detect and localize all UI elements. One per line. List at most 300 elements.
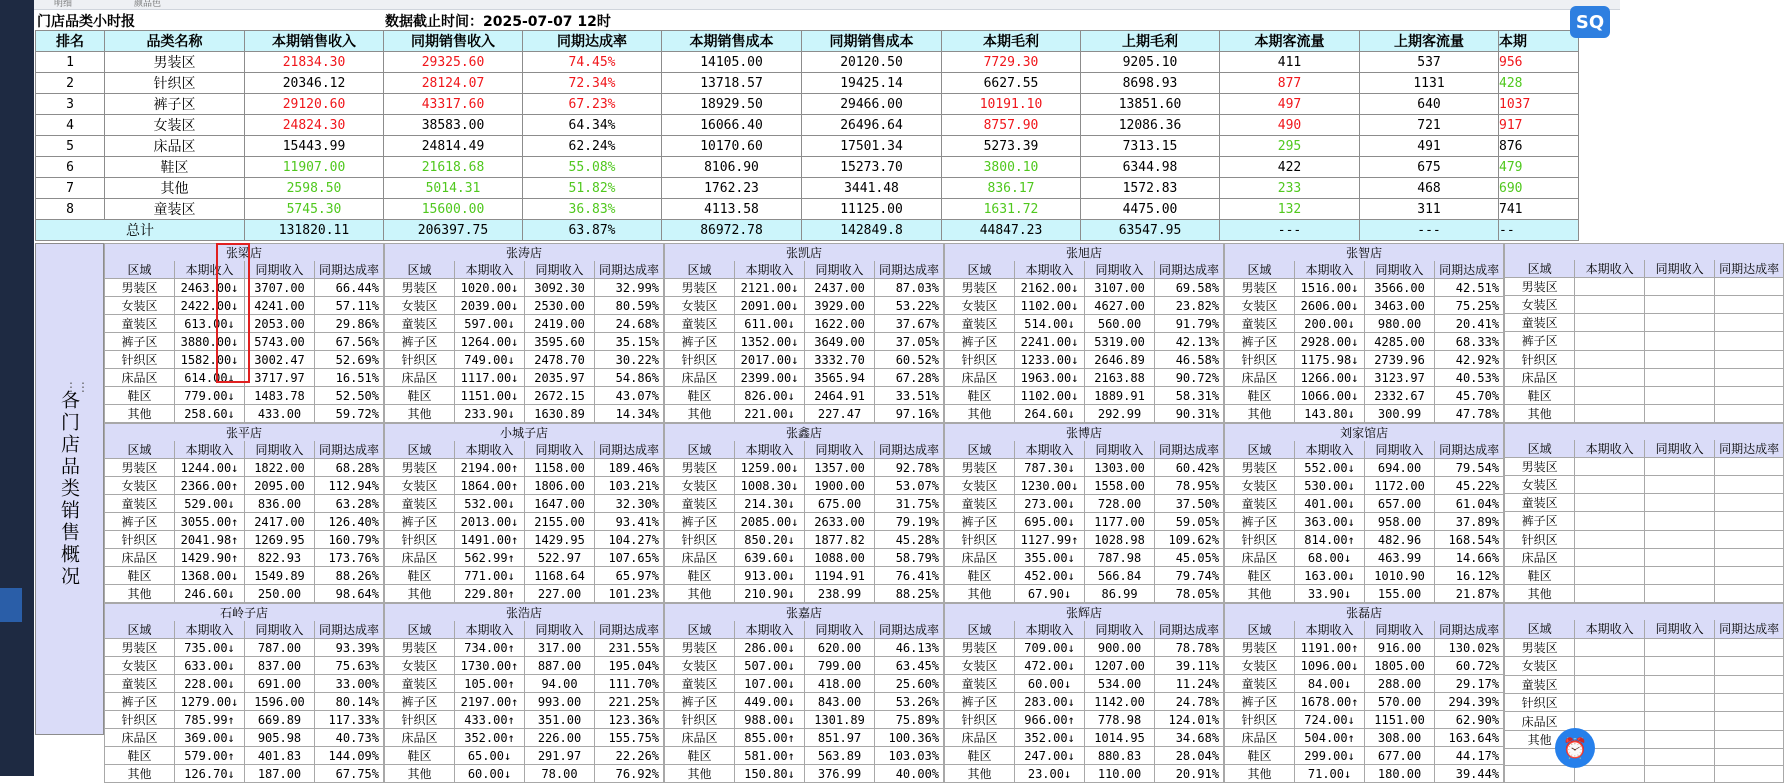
store-prev-income: 3002.47 (245, 351, 315, 369)
store-row[interactable] (1225, 387, 1504, 405)
store-rate: 68.33% (1435, 333, 1504, 351)
store-prev-income (1645, 368, 1715, 386)
summary-cell-prev: 24814.49 (384, 136, 523, 157)
store-row[interactable] (665, 513, 944, 531)
summary-cell-pcost: 19425.14 (802, 73, 942, 94)
store-row[interactable] (1225, 567, 1504, 585)
store-row[interactable] (105, 477, 384, 495)
store-section-label-text: 各门店品类销售概况 (58, 390, 80, 588)
store-row[interactable] (1225, 657, 1504, 675)
store-row[interactable] (105, 333, 384, 351)
store-zone: 床品区 (945, 549, 1015, 567)
store-row[interactable] (1505, 404, 1784, 422)
store-col-header: 本期收入 (1575, 260, 1645, 278)
store-row[interactable] (665, 765, 944, 783)
store-row[interactable] (945, 297, 1224, 315)
store-row[interactable] (1225, 549, 1504, 567)
summary-cell-pflow: 491 (1360, 136, 1499, 157)
summary-cell-gp: 6627.55 (942, 73, 1081, 94)
store-row[interactable] (1225, 711, 1504, 729)
store-col-header: 同期达成率 (1435, 441, 1504, 459)
store-row[interactable] (665, 531, 944, 549)
store-row[interactable] (945, 333, 1224, 351)
store-prev-income: 675.00 (805, 495, 875, 513)
store-row[interactable] (105, 351, 384, 369)
store-zone: 针织区 (945, 711, 1015, 729)
store-row[interactable] (665, 567, 944, 585)
store-block (1504, 243, 1784, 423)
store-prev-income: 1596.00 (245, 693, 315, 711)
store-row[interactable] (1225, 351, 1504, 369)
store-row[interactable] (1225, 477, 1504, 495)
store-row[interactable] (665, 315, 944, 333)
store-zone: 鞋区 (385, 387, 455, 405)
store-prev-income: 463.99 (1365, 549, 1435, 567)
store-row[interactable] (385, 495, 664, 513)
store-row[interactable] (1505, 766, 1784, 783)
store-zone: 女装区 (945, 297, 1015, 315)
store-row[interactable] (665, 279, 944, 297)
store-row[interactable] (945, 639, 1224, 657)
store-row[interactable] (385, 711, 664, 729)
store-prev-income: 401.83 (245, 747, 315, 765)
summary-cell-rate: 36.83% (523, 199, 662, 220)
summary-cell-extra: 1037 (1499, 94, 1579, 115)
store-row[interactable] (945, 531, 1224, 549)
store-col-header: 同期收入 (805, 261, 875, 279)
store-row[interactable] (105, 495, 384, 513)
store-row[interactable] (105, 531, 384, 549)
store-col-header: 本期收入 (455, 261, 525, 279)
store-rate: 163.64% (1435, 729, 1504, 747)
summary-row[interactable] (36, 115, 1579, 136)
tab-color[interactable]: 颜品色 (134, 0, 162, 9)
store-section-label (35, 243, 104, 735)
store-prev-income (1645, 530, 1715, 548)
store-row[interactable] (1505, 675, 1784, 693)
store-col-header: 同期达成率 (875, 441, 944, 459)
store-row[interactable] (1505, 368, 1784, 386)
store-row[interactable] (385, 765, 664, 783)
store-row[interactable] (105, 549, 384, 567)
store-row[interactable] (1225, 639, 1504, 657)
store-block (104, 423, 384, 603)
store-cur-income: 2241.00↓ (1015, 333, 1085, 351)
store-cur-income: 826.00↓ (735, 387, 805, 405)
store-row[interactable] (945, 675, 1224, 693)
store-row[interactable] (665, 333, 944, 351)
store-row[interactable] (945, 693, 1224, 711)
store-row[interactable] (945, 315, 1224, 333)
store-block (1224, 603, 1504, 783)
store-prev-income: 250.00 (245, 585, 315, 603)
store-row[interactable] (1505, 512, 1784, 530)
store-row[interactable] (1225, 315, 1504, 333)
store-rate: 32.30% (595, 495, 664, 513)
store-row[interactable] (1225, 369, 1504, 387)
store-row[interactable] (665, 675, 944, 693)
store-cur-income: 369.00↓ (175, 729, 245, 747)
store-rate: 79.19% (875, 513, 944, 531)
store-zone: 床品区 (1505, 712, 1575, 730)
summary-cell-cur: 20346.12 (245, 73, 384, 94)
summary-row[interactable] (36, 199, 1579, 220)
store-row[interactable] (945, 279, 1224, 297)
store-row[interactable] (385, 513, 664, 531)
store-row[interactable] (665, 459, 944, 477)
store-row[interactable] (385, 297, 664, 315)
store-row[interactable] (1505, 350, 1784, 368)
store-rate: 16.12% (1435, 567, 1504, 585)
store-row[interactable] (1225, 333, 1504, 351)
float-action-icon[interactable]: ⏰ (1555, 728, 1595, 768)
store-row[interactable] (105, 657, 384, 675)
store-prev-income: 1647.00 (525, 495, 595, 513)
store-row[interactable] (945, 549, 1224, 567)
store-row[interactable] (945, 729, 1224, 747)
store-prev-income: 3332.70 (805, 351, 875, 369)
store-row[interactable] (1505, 476, 1784, 494)
summary-cell-rate: 64.34% (523, 115, 662, 136)
store-col-header: 本期收入 (735, 441, 805, 459)
summary-cell-rank: 4 (36, 115, 105, 136)
store-row[interactable] (105, 747, 384, 765)
store-row[interactable] (1225, 279, 1504, 297)
summary-cell-pcost: 11125.00 (802, 199, 942, 220)
store-cur-income: 1102.00↓ (1015, 387, 1085, 405)
store-row[interactable] (385, 657, 664, 675)
store-row[interactable] (1225, 495, 1504, 513)
store-rate: 20.91% (1155, 765, 1224, 783)
store-zone: 裤子区 (385, 513, 455, 531)
store-zone: 其他 (945, 585, 1015, 603)
summary-cell-flow: 497 (1220, 94, 1360, 115)
store-row[interactable] (665, 549, 944, 567)
store-prev-income: 2417.00 (245, 513, 315, 531)
summary-total-pgp: 63547.95 (1081, 220, 1220, 241)
store-row[interactable] (105, 279, 384, 297)
store-row[interactable] (105, 729, 384, 747)
store-prev-income: 522.97 (525, 549, 595, 567)
store-cur-income: 1491.00↑ (455, 531, 525, 549)
summary-cell-extra: 741 (1499, 199, 1579, 220)
summary-cell-pgp: 7313.15 (1081, 136, 1220, 157)
summary-total-pcost: 142849.8 (802, 220, 942, 241)
store-row[interactable] (105, 765, 384, 783)
store-row[interactable] (945, 765, 1224, 783)
store-row[interactable] (945, 567, 1224, 585)
summary-cell-pflow: 311 (1360, 199, 1499, 220)
store-zone: 针织区 (1505, 350, 1575, 368)
store-rate: 67.56% (315, 333, 384, 351)
store-row[interactable] (665, 729, 944, 747)
store-row[interactable] (665, 747, 944, 765)
store-zone: 女装区 (385, 477, 455, 495)
store-cur-income (1575, 694, 1645, 712)
store-row[interactable] (1505, 458, 1784, 476)
store-cur-income (1575, 530, 1645, 548)
store-row[interactable] (385, 333, 664, 351)
store-row[interactable] (385, 405, 664, 423)
store-name: 刘家馆店 (1225, 424, 1504, 442)
store-row[interactable] (945, 369, 1224, 387)
store-row[interactable] (1505, 566, 1784, 584)
store-zone: 裤子区 (1225, 693, 1295, 711)
tab-detail[interactable]: 明细 (54, 0, 73, 9)
store-cur-income: 988.00↓ (735, 711, 805, 729)
store-rate: 37.89% (1435, 513, 1504, 531)
store-rate: 37.50% (1155, 495, 1224, 513)
drag-handle-icon[interactable]: ⋮⋮ (65, 380, 89, 394)
store-row[interactable] (945, 585, 1224, 603)
store-row[interactable] (665, 639, 944, 657)
store-cur-income: 200.00↓ (1295, 315, 1365, 333)
store-rate: 42.13% (1155, 333, 1224, 351)
store-prev-income: 86.99 (1085, 585, 1155, 603)
store-prev-income: 4285.00 (1365, 333, 1435, 351)
store-row[interactable] (105, 459, 384, 477)
store-row[interactable] (1505, 314, 1784, 332)
store-name: 张浩店 (385, 604, 664, 622)
store-band (104, 423, 1784, 603)
store-row[interactable] (1225, 297, 1504, 315)
store-zone: 男装区 (945, 639, 1015, 657)
store-row[interactable] (945, 477, 1224, 495)
store-row[interactable] (105, 711, 384, 729)
store-rate: 103.03% (875, 747, 944, 765)
store-prev-income: 836.00 (245, 495, 315, 513)
store-rate: 90.72% (1155, 369, 1224, 387)
store-zone: 其他 (1225, 765, 1295, 783)
store-row[interactable] (385, 693, 664, 711)
store-row[interactable] (105, 513, 384, 531)
store-row[interactable] (945, 657, 1224, 675)
store-prev-income (1645, 675, 1715, 693)
nav-active-indicator[interactable] (0, 588, 22, 622)
store-row[interactable] (665, 351, 944, 369)
store-row[interactable] (665, 711, 944, 729)
store-name: 张嘉店 (665, 604, 944, 622)
store-row[interactable] (1505, 657, 1784, 675)
store-row[interactable] (945, 387, 1224, 405)
summary-row[interactable] (36, 73, 1579, 94)
store-row[interactable] (105, 675, 384, 693)
store-prev-income: 778.98 (1085, 711, 1155, 729)
store-prev-income: 4241.00 (245, 297, 315, 315)
store-prev-income: 3707.00 (245, 279, 315, 297)
store-row[interactable] (385, 477, 664, 495)
store-row[interactable] (665, 297, 944, 315)
store-col-header: 同期收入 (1085, 261, 1155, 279)
store-cur-income (1575, 548, 1645, 566)
store-row[interactable] (1225, 765, 1504, 783)
store-row[interactable] (945, 747, 1224, 765)
store-col-header: 区域 (105, 621, 175, 639)
store-row[interactable] (1225, 693, 1504, 711)
store-prev-income: 570.00 (1365, 693, 1435, 711)
store-rate (1715, 296, 1784, 314)
store-cur-income: 1151.00↓ (455, 387, 525, 405)
store-row[interactable] (1505, 530, 1784, 548)
store-row[interactable] (665, 585, 944, 603)
store-row[interactable] (385, 747, 664, 765)
summary-cell-name: 鞋区 (105, 157, 245, 178)
store-row[interactable] (385, 567, 664, 585)
store-cur-income (1575, 458, 1645, 476)
store-row[interactable] (385, 675, 664, 693)
store-cur-income: 2366.00↑ (175, 477, 245, 495)
store-row[interactable] (105, 297, 384, 315)
store-row[interactable] (1505, 332, 1784, 350)
store-row[interactable] (1505, 712, 1784, 730)
store-row[interactable] (105, 369, 384, 387)
store-row[interactable] (385, 531, 664, 549)
store-zone: 鞋区 (105, 567, 175, 585)
store-name (1505, 244, 1784, 260)
store-row[interactable] (105, 387, 384, 405)
store-cur-income: 1102.00↓ (1015, 297, 1085, 315)
store-row[interactable] (1225, 513, 1504, 531)
summary-row[interactable] (36, 157, 1579, 178)
store-row[interactable] (385, 351, 664, 369)
store-row[interactable] (1505, 638, 1784, 656)
store-cur-income: 1117.00↓ (455, 369, 525, 387)
store-row[interactable] (665, 369, 944, 387)
store-cur-income: 850.20↓ (735, 531, 805, 549)
store-zone: 裤子区 (665, 513, 735, 531)
store-col-header: 同期收入 (1365, 621, 1435, 639)
store-row[interactable] (665, 477, 944, 495)
store-row[interactable] (105, 585, 384, 603)
summary-cell-pflow: 537 (1360, 52, 1499, 73)
store-row[interactable] (1225, 585, 1504, 603)
store-rate (1715, 584, 1784, 602)
store-rate: 35.15% (595, 333, 664, 351)
store-row[interactable] (945, 351, 1224, 369)
store-zone: 床品区 (945, 729, 1015, 747)
summary-cell-cur: 15443.99 (245, 136, 384, 157)
store-prev-income: 227.00 (525, 585, 595, 603)
store-row[interactable] (105, 639, 384, 657)
store-row[interactable] (665, 657, 944, 675)
store-name: 张旭店 (945, 244, 1224, 262)
store-row[interactable] (105, 315, 384, 333)
store-cur-income: 514.00↓ (1015, 315, 1085, 333)
store-row[interactable] (1225, 675, 1504, 693)
store-row[interactable] (385, 585, 664, 603)
store-row[interactable] (385, 315, 664, 333)
summary-cell-pgp: 8698.93 (1081, 73, 1220, 94)
store-row[interactable] (385, 639, 664, 657)
store-row[interactable] (105, 405, 384, 423)
store-zone: 童装区 (1225, 495, 1295, 513)
store-row[interactable] (385, 459, 664, 477)
store-prev-income: 677.00 (1365, 747, 1435, 765)
store-row[interactable] (665, 387, 944, 405)
store-row[interactable] (385, 549, 664, 567)
summary-row[interactable] (36, 52, 1579, 73)
summary-cell-rank: 3 (36, 94, 105, 115)
store-row[interactable] (105, 567, 384, 585)
store-name: 张博店 (945, 424, 1224, 442)
store-row[interactable] (945, 711, 1224, 729)
store-row[interactable] (1505, 386, 1784, 404)
store-zone: 童装区 (385, 675, 455, 693)
summary-row[interactable] (36, 94, 1579, 115)
store-row[interactable] (1225, 405, 1504, 423)
store-cur-income: 1730.00↑ (455, 657, 525, 675)
store-cur-income: 581.00↑ (735, 747, 805, 765)
store-row[interactable] (105, 693, 384, 711)
store-zone: 其他 (385, 405, 455, 423)
store-prev-income (1645, 512, 1715, 530)
store-row[interactable] (1505, 296, 1784, 314)
store-prev-income: 4627.00 (1085, 297, 1155, 315)
store-zone: 女装区 (105, 657, 175, 675)
store-cur-income: 150.80↓ (735, 765, 805, 783)
store-row[interactable] (385, 387, 664, 405)
store-cur-income: 126.70↓ (175, 765, 245, 783)
summary-cell-name: 裤子区 (105, 94, 245, 115)
store-row[interactable] (665, 495, 944, 513)
store-row[interactable] (1505, 730, 1784, 748)
store-row[interactable] (1505, 548, 1784, 566)
store-row[interactable] (665, 693, 944, 711)
store-row[interactable] (945, 513, 1224, 531)
summary-total-extra: -- (1499, 220, 1579, 241)
sq-app-badge[interactable]: SQ (1570, 6, 1610, 38)
summary-cell-prev: 15600.00 (384, 199, 523, 220)
store-prev-income (1645, 332, 1715, 350)
store-rate (1715, 458, 1784, 476)
store-row[interactable] (1225, 729, 1504, 747)
store-row[interactable] (945, 495, 1224, 513)
store-cur-income: 107.00↓ (735, 675, 805, 693)
summary-cell-cost: 13718.57 (662, 73, 802, 94)
summary-cell-rate: 51.82% (523, 178, 662, 199)
store-row[interactable] (1225, 531, 1504, 549)
store-row[interactable] (385, 279, 664, 297)
store-zone: 女装区 (945, 477, 1015, 495)
store-row[interactable] (945, 459, 1224, 477)
store-row[interactable] (385, 729, 664, 747)
store-prev-income: 900.00 (1085, 639, 1155, 657)
store-row[interactable] (1225, 459, 1504, 477)
store-row[interactable] (385, 369, 664, 387)
store-zone: 裤子区 (665, 333, 735, 351)
store-cur-income: 709.00↓ (1015, 639, 1085, 657)
store-row[interactable] (1505, 494, 1784, 512)
store-zone: 其他 (105, 405, 175, 423)
store-prev-income: 3717.97 (245, 369, 315, 387)
store-zone: 鞋区 (1505, 386, 1575, 404)
summary-cell-rank: 6 (36, 157, 105, 178)
store-col-header: 本期收入 (1015, 621, 1085, 639)
summary-row[interactable] (36, 136, 1579, 157)
store-row[interactable] (1505, 694, 1784, 712)
store-row[interactable] (1505, 278, 1784, 296)
store-cur-income: 163.00↓ (1295, 567, 1365, 585)
store-row[interactable] (1505, 749, 1784, 766)
store-zone: 裤子区 (665, 693, 735, 711)
store-row[interactable] (1505, 584, 1784, 602)
store-row[interactable] (1225, 747, 1504, 765)
summary-row[interactable] (36, 178, 1579, 199)
store-row[interactable] (665, 405, 944, 423)
summary-col-header: 同期销售成本 (802, 31, 942, 52)
store-col-header: 区域 (945, 441, 1015, 459)
store-row[interactable] (945, 405, 1224, 423)
